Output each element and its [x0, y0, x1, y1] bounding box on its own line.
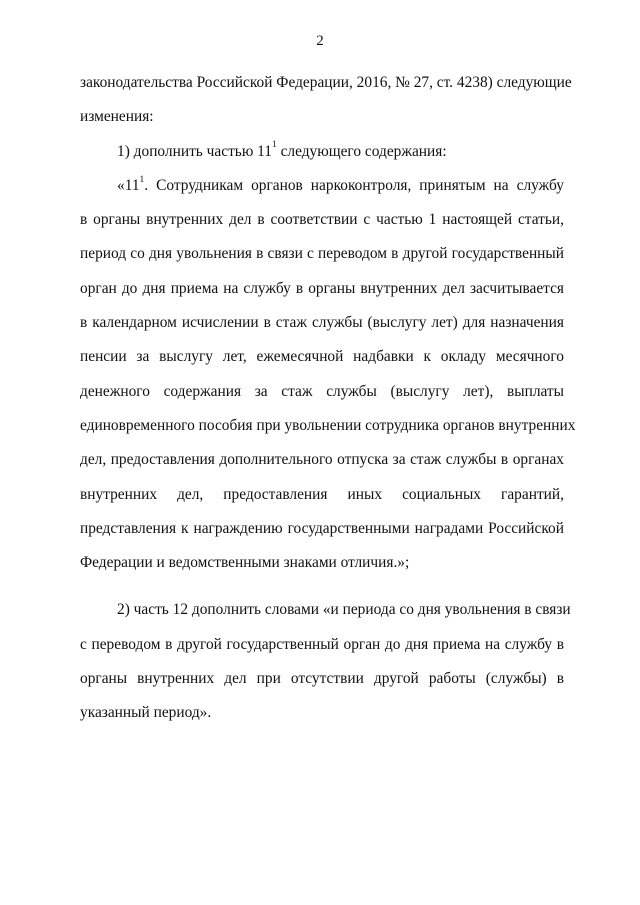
- text-line: представления к награждению государственными наградами Российской: [80, 519, 564, 537]
- text-line: с переводом в другой государственный орган до дня приема на службу в: [80, 635, 564, 653]
- text-line: пенсии за выслугу лет, ежемесячной надбавки к окладу месячного: [80, 348, 564, 366]
- new-part-lead: «11: [117, 176, 140, 194]
- paragraph-item-1: [80, 135, 564, 169]
- paragraph-item-2: [80, 593, 571, 730]
- text-line: дел, предоставления дополнительного отпуска за стаж службы в органах: [80, 451, 564, 469]
- text-line: единовременного пособия при увольнении сотрудника органов внутренних: [80, 416, 576, 434]
- text-line: в календарном исчислении в стаж службы (выслугу лет) для назначения: [80, 314, 564, 332]
- text-line: органы внутренних дел при отсутствии другой работы (службы) в: [80, 670, 564, 688]
- text-line: изменения:: [80, 108, 154, 126]
- text-line: в органы внутренних дел в соответствии с частью 1 настоящей статьи,: [80, 211, 564, 229]
- paragraph-intro: [80, 66, 572, 135]
- text-line: Федерации и ведомственными знаками отличия.»;: [80, 554, 410, 572]
- text-line: внутренних дел, предоставления иных социальных гарантий,: [80, 485, 564, 503]
- document-body: [80, 66, 576, 731]
- text-line: указанный период».: [80, 704, 212, 722]
- text-line: законодательства Российской Федерации, 2016, № 27, ст. 4238) следующие: [80, 74, 572, 91]
- text-line: орган до дня приема на службу в органы внутренних дел засчитывается: [80, 279, 564, 297]
- text-line: [80, 169, 564, 203]
- text-line: [80, 135, 564, 169]
- item-1-lead: 1) дополнить частью 11: [117, 142, 272, 160]
- page-number: 2: [316, 33, 324, 49]
- text-line: 2) часть 12 дополнить словами «и периода со дня увольнения в связи: [117, 601, 571, 619]
- paragraph-new-part: [80, 169, 576, 581]
- text-line: денежного содержания за стаж службы (выслугу лет), выплаты: [80, 382, 564, 400]
- superscript: 1: [271, 140, 277, 151]
- new-part-tail: . Сотрудникам органов наркоконтроля, принятым на службу: [144, 176, 564, 194]
- text-line: период со дня увольнения в связи с переводом в другой государственный: [80, 245, 564, 263]
- paragraph-spacer: [80, 580, 564, 593]
- superscript: 1: [139, 174, 145, 185]
- item-1-tail: следующего содержания:: [276, 142, 447, 160]
